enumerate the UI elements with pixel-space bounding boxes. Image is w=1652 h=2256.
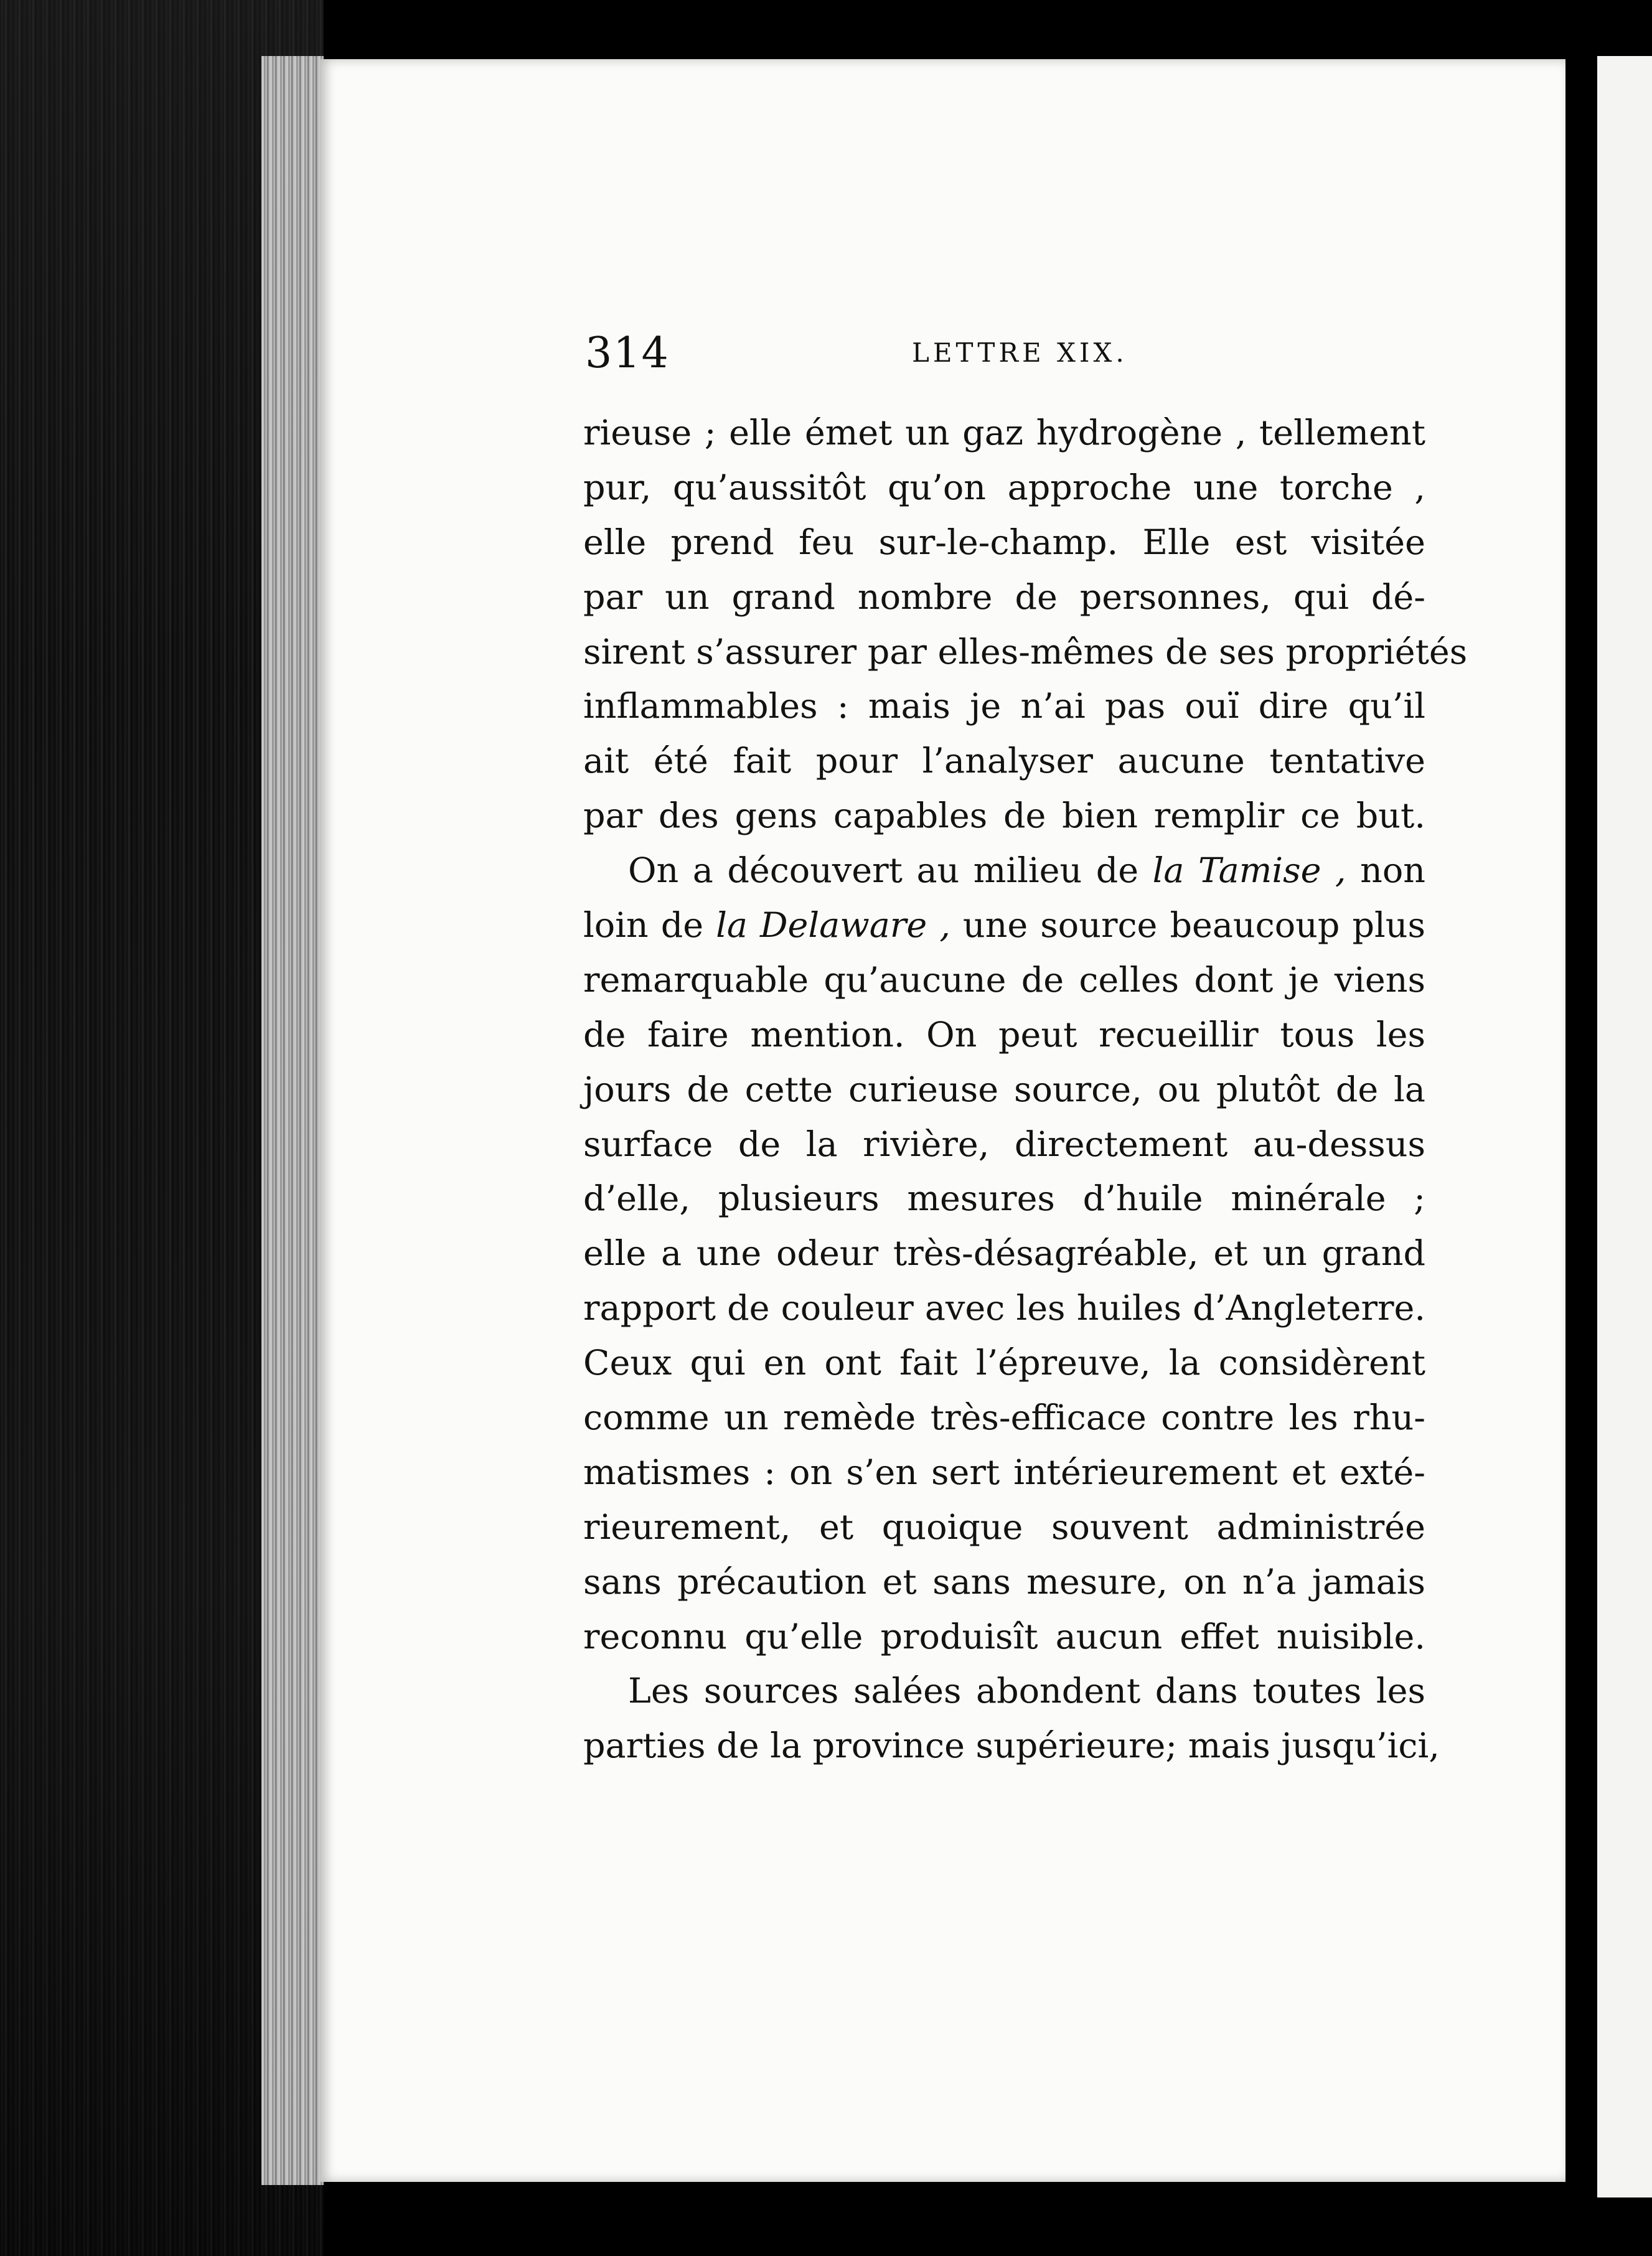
text-line: Ceux qui en ont fait l’épreuve, la considèrent <box>583 1343 1425 1384</box>
running-head: LETTRE XIX. <box>912 337 1128 368</box>
text-line: ait été fait pour l’analyser aucune tentative <box>583 741 1425 782</box>
page-number: 314 <box>585 329 670 378</box>
text-line: matismes : on s’en sert intérieurement et exté- <box>583 1452 1425 1493</box>
text-line <box>583 898 1425 953</box>
text-line: comme un remède très-efficace contre les rhu- <box>583 1398 1425 1439</box>
body-text <box>583 406 1468 1774</box>
text-line: inflammables : mais je n’ai pas ouï dire qu’il <box>583 686 1425 727</box>
text-line: d’elle, plusieurs mesures d’huile minérale ; <box>583 1178 1425 1220</box>
text-span: une source beaucoup plus <box>950 905 1425 946</box>
text-line: pur, qu’aussitôt qu’on approche une torche , <box>583 467 1425 508</box>
next-page-edge <box>1589 56 1652 2197</box>
italic-place-name: la Tamise , <box>1152 850 1346 891</box>
text-line <box>583 844 1425 898</box>
page-edges <box>261 56 324 2185</box>
text-line: Les sources salées abondent dans toutes les <box>628 1671 1425 1712</box>
text-line: rieurement, et quoique souvent administrée <box>583 1506 1425 1548</box>
text-line: elle prend feu sur-le-champ. Elle est visitée <box>583 522 1425 563</box>
page-header <box>585 329 1425 378</box>
text-line: remarquable qu’aucune de celles dont je viens <box>583 959 1425 1000</box>
text-line: par un grand nombre de personnes, qui dé- <box>583 576 1425 618</box>
text-line: sirent s’assurer par elles-mêmes de ses propriétés <box>583 631 1468 672</box>
text-line: elle a une odeur très-désagréable, et un grand <box>583 1233 1425 1274</box>
text-span: non <box>1346 850 1425 891</box>
text-line: reconnu qu’elle produisît aucun effet nuisible. <box>583 1616 1425 1657</box>
text-line: rieuse ; elle émet un gaz hydrogène , tellement <box>583 413 1425 453</box>
text-line: par des gens capables de bien remplir ce but. <box>583 796 1425 837</box>
text-span: On a découvert au milieu de <box>628 850 1153 891</box>
text-line: sans précaution et sans mesure, on n’a jamais <box>583 1561 1425 1602</box>
italic-place-name: la Delaware , <box>716 905 950 946</box>
text-line: parties de la province supérieure; mais jusqu’ici, <box>583 1726 1440 1767</box>
text-span: loin de <box>583 905 716 946</box>
text-line: surface de la rivière, directement au-dessus <box>583 1124 1425 1165</box>
text-line: jours de cette curieuse source, ou plutôt de la <box>583 1069 1425 1110</box>
text-line: de faire mention. On peut recueillir tous les <box>583 1014 1425 1055</box>
text-line: rapport de couleur avec les huiles d’Angleterre. <box>583 1288 1425 1329</box>
